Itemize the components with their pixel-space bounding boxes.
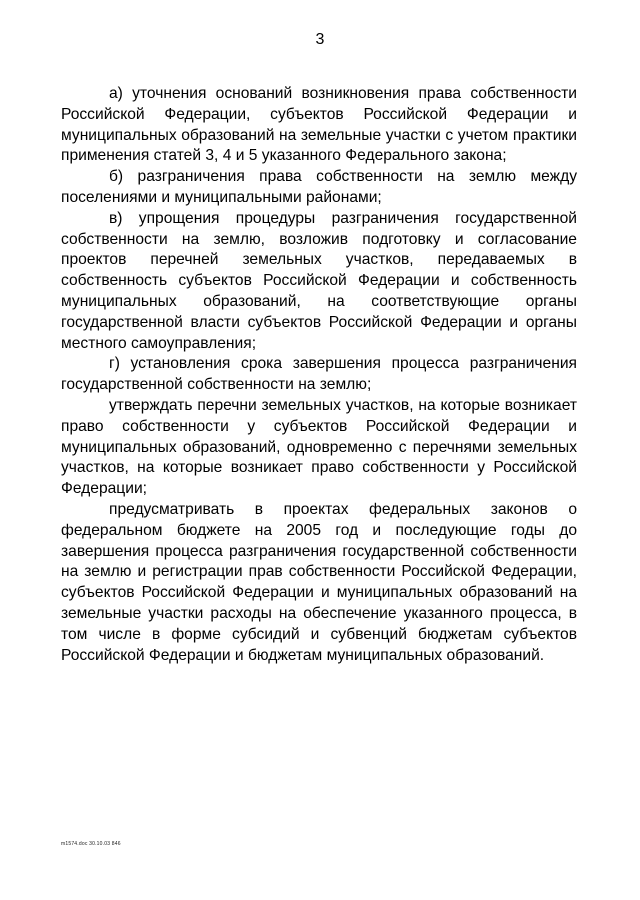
paragraph-v: в) упрощения процедуры разграничения государственной собственности на землю, возложив подготовку и согласование проектов перечней земельных участков, передаваемых в собственность субъектов Российской Федерации и собственность муниципальных образований, на соответствующие органы государственной власти субъектов Российской Федерации и органы местного самоуправления; [61,209,577,352]
document-body [61,84,577,666]
paragraph-a: а) уточнения оснований возникновения права собственности Российской Федерации, субъектов Российской Федерации и муниципальных образований на земельные участки с учетом практики применения статей 3, 4 и 5 указанного Федерального закона; [61,85,577,165]
paragraph-approve-lists: утверждать перечни земельных участков, на которые возникает право собственности у субъектов Российской Федерации и муниципальных образований, одновременно с перечнями земельных участков, на которые возникает право собственности у Российской Федерации; [61,396,577,498]
footer-file-id: m1574.doc 30.10.03 846 [61,841,121,847]
paragraph-b: б) разграничения права собственности на землю между поселениями и муниципальными районами; [61,168,577,206]
paragraph-g: г) установления срока завершения процесса разграничения государственной собственности на землю; [61,355,577,394]
paragraph-budget-provision: предусматривать в проектах федеральных законов о федеральном бюджете на 2005 год и последующие годы до завершения процесса разграничения государственной собственности на землю и регистрации прав собственности Российской Федерации, субъектов Российской Федерации и муниципальных образований на земельные участки расходы на обеспечение указанного процесса, в том числе в форме субсидий и субвенций бюджетам субъектов Российской Федерации и бюджетам муниципальных образований. [61,500,577,664]
page-number: 3 [315,31,325,48]
